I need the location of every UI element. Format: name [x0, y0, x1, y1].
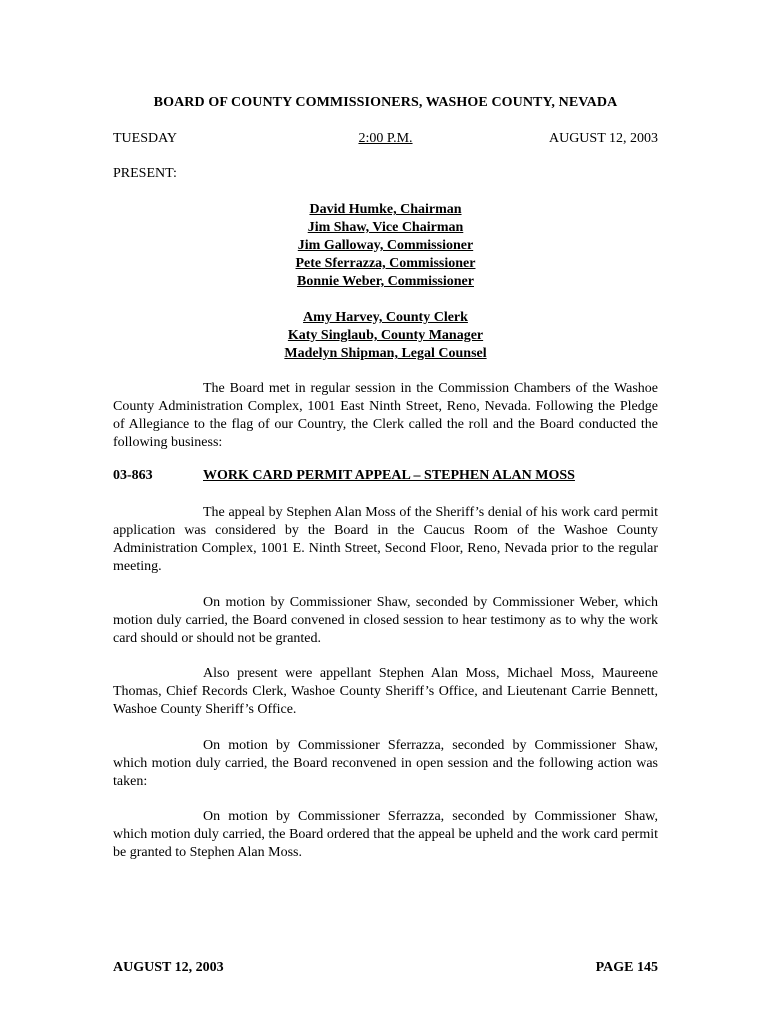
item-paragraph: The appeal by Stephen Alan Moss of the Sheriff’s denial of his work card permit application was considered by the Board in the Caucus Room of the Washoe County Administration Complex, 1001 E. Ninth Street, Second Floor, Reno, Nevada prior to the regular meeting.: [113, 505, 658, 574]
commissioner-list: [113, 201, 658, 291]
commissioner-name: Bonnie Weber, Commissioner: [297, 274, 474, 289]
page-footer: [113, 960, 658, 980]
commissioner-name: Jim Galloway, Commissioner: [297, 238, 474, 253]
document-title: BOARD OF COUNTY COMMISSIONERS, WASHOE COUNTY, NEVADA: [153, 95, 618, 110]
staff-list: [113, 309, 658, 363]
meeting-date: AUGUST 12, 2003: [548, 131, 658, 146]
commissioner-name: Jim Shaw, Vice Chairman: [307, 220, 464, 235]
staff-name: Katy Singlaub, County Manager: [287, 328, 484, 343]
page-number: PAGE 145: [595, 960, 658, 975]
meeting-day: TUESDAY: [113, 131, 178, 146]
agenda-item-title: WORK CARD PERMIT APPEAL – STEPHEN ALAN MOSS: [203, 468, 575, 483]
commissioner-name: Pete Sferrazza, Commissioner: [295, 256, 476, 271]
meeting-time: 2:00 P.M.: [358, 131, 413, 146]
item-paragraph: On motion by Commissioner Shaw, seconded by Commissioner Weber, which motion duly carried, the Board convened in closed session to hear testimony as to why the work card should or should not be granted.: [113, 595, 658, 646]
meeting-dateline: [113, 131, 658, 151]
item-paragraph: Also present were appellant Stephen Alan Moss, Michael Moss, Maureene Thomas, Chief Records Clerk, Washoe County Sheriff’s Office, and Lieutenant Carrie Bennett, Washoe County Sheriff’s Office.: [113, 666, 658, 717]
footer-date: AUGUST 12, 2003: [113, 960, 224, 975]
agenda-item-number: 03-863: [113, 468, 153, 483]
staff-name: Madelyn Shipman, Legal Counsel: [284, 346, 487, 361]
item-paragraph: On motion by Commissioner Sferrazza, seconded by Commissioner Shaw, which motion duly carried, the Board reconvened in open session and the following action was taken:: [113, 738, 658, 789]
commissioner-name: David Humke, Chairman: [309, 202, 462, 217]
intro-paragraph: The Board met in regular session in the Commission Chambers of the Washoe County Administration Complex, 1001 East Ninth Street, Reno, Nevada. Following the Pledge of Allegiance to the flag of our Country, the Clerk called the roll and the Board conducted the following business:: [113, 381, 658, 450]
item-paragraph: On motion by Commissioner Sferrazza, seconded by Commissioner Shaw, which motion duly carried, the Board ordered that the appeal be upheld and the work card permit be granted to Stephen Alan Moss.: [113, 809, 658, 860]
present-label: PRESENT:: [113, 166, 177, 181]
staff-name: Amy Harvey, County Clerk: [303, 310, 468, 325]
